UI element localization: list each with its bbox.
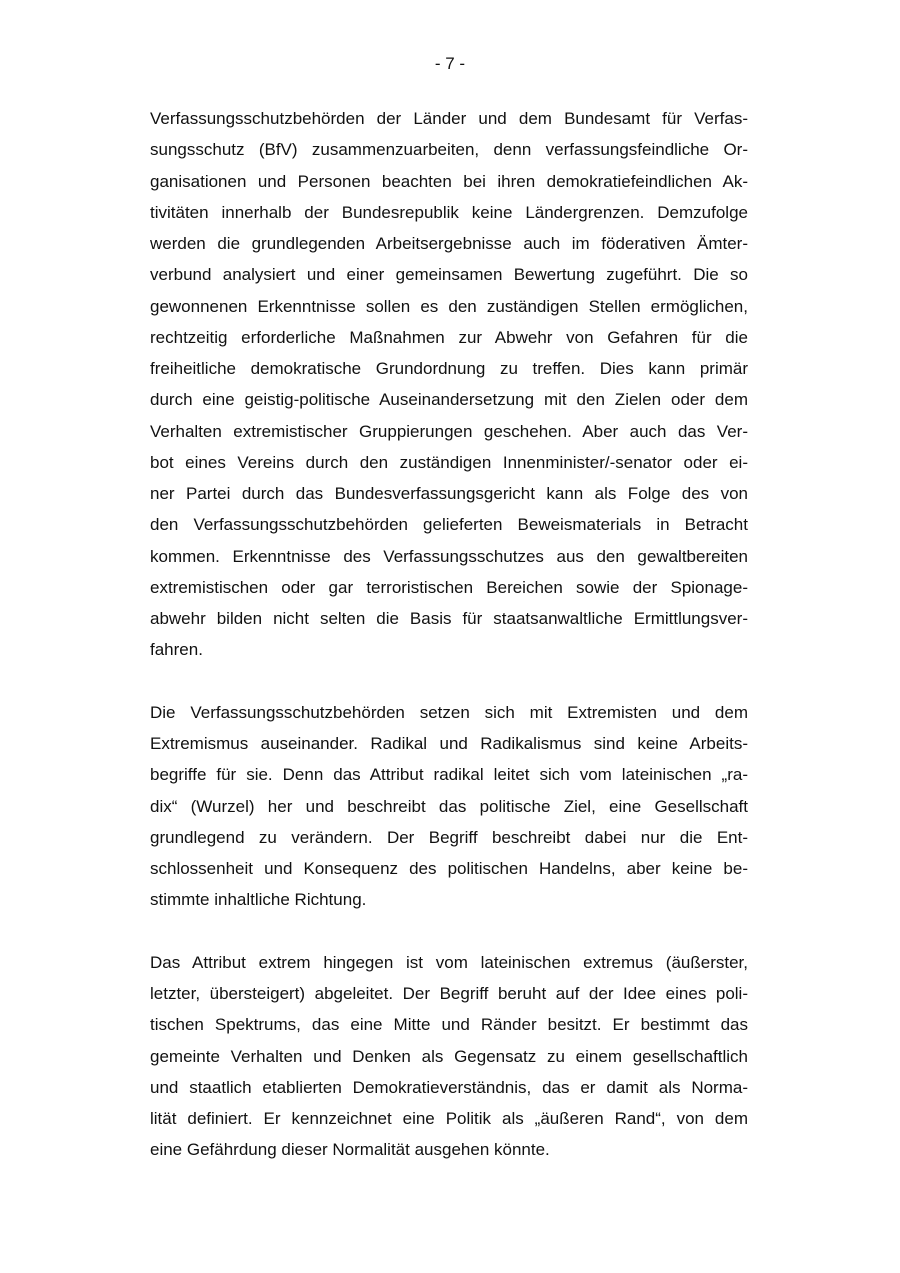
text-line: freiheitliche demokratische Grundordnung zu treffen. Dies kann primär: [150, 359, 748, 378]
text-line: abwehr bilden nicht selten die Basis für staatsanwaltliche Ermittlungsver-: [150, 609, 748, 628]
text-line: stimmte inhaltliche Richtung.: [150, 890, 367, 910]
text-line: tischen Spektrums, das eine Mitte und Ränder besitzt. Er bestimmt das: [150, 1015, 748, 1035]
paragraph-spacer: [150, 916, 748, 947]
text-line: begriffe für sie. Denn das Attribut radikal leitet sich vom lateinischen „ra-: [150, 765, 748, 785]
page-number: - 7 -: [434, 54, 466, 73]
text-line: kommen. Erkenntnisse des Verfassungsschutzes aus den gewaltbereiten: [150, 546, 748, 566]
text-line: dix“ (Wurzel) her und beschreibt das politische Ziel, eine Gesellschaft: [150, 796, 748, 816]
text-line: ner Partei durch das Bundesverfassungsgericht kann als Folge des von: [150, 484, 748, 503]
text-line: tivitäten innerhalb der Bundesrepublik keine Ländergrenzen. Demzufolge: [150, 202, 748, 222]
text-line: den Verfassungsschutzbehörden gelieferten Beweismaterials in Betracht: [150, 515, 748, 535]
text-line: grundlegend zu verändern. Der Begriff beschreibt dabei nur die Ent-: [150, 827, 748, 847]
text-line: Verfassungsschutzbehörden der Länder und dem Bundesamt für Verfas-: [150, 109, 748, 128]
text-line: durch eine geistig-politische Auseinandersetzung mit den Zielen oder dem: [150, 390, 748, 410]
text-line: fahren.: [150, 640, 203, 660]
paragraph-3: [150, 947, 748, 1166]
text-line: letzter, übersteigert) abgeleitet. Der Begriff beruht auf der Idee eines poli-: [150, 984, 748, 1003]
text-line: Extremismus auseinander. Radikal und Radikalismus sind keine Arbeits-: [150, 734, 748, 753]
text-line: gewonnenen Erkenntnisse sollen es den zuständigen Stellen ermöglichen,: [150, 296, 748, 316]
text-line: rechtzeitig erforderliche Maßnahmen zur Abwehr von Gefahren für die: [150, 327, 748, 347]
text-line: sungsschutz (BfV) zusammenzuarbeiten, denn verfassungsfeindliche Or-: [150, 140, 748, 160]
text-line: werden die grundlegenden Arbeitsergebnisse auch im föderativen Ämter-: [150, 234, 748, 253]
text-line: extremistischen oder gar terroristischen Bereichen sowie der Spionage-: [150, 577, 748, 597]
paragraph-1: [150, 103, 748, 666]
text-line: Die Verfassungsschutzbehörden setzen sich mit Extremisten und dem: [150, 702, 748, 722]
text-line: gemeinte Verhalten und Denken als Gegensatz zu einem gesellschaftlich: [150, 1046, 748, 1066]
paragraph-spacer: [150, 666, 748, 697]
text-line: Das Attribut extrem hingegen ist vom lateinischen extremus (äußerster,: [150, 952, 748, 972]
text-line: Verhalten extremistischer Gruppierungen geschehen. Aber auch das Ver-: [150, 421, 748, 441]
text-line: ganisationen und Personen beachten bei ihren demokratiefeindlichen Ak-: [150, 171, 748, 191]
text-line: lität definiert. Er kennzeichnet eine Politik als „äußeren Rand“, von dem: [150, 1109, 748, 1128]
text-line: und staatlich etablierten Demokratieverständnis, das er damit als Norma-: [150, 1077, 748, 1097]
text-line: schlossenheit und Konsequenz des politischen Handelns, aber keine be-: [150, 859, 748, 878]
paragraph-2: [150, 697, 748, 916]
document-body: [150, 103, 748, 1166]
text-line: bot eines Vereins durch den zuständigen Innenminister/-senator oder ei-: [150, 452, 748, 472]
text-line: verbund analysiert und einer gemeinsamen Bewertung zugeführt. Die so: [150, 265, 748, 285]
text-line: eine Gefährdung dieser Normalität ausgehen könnte.: [150, 1140, 550, 1160]
